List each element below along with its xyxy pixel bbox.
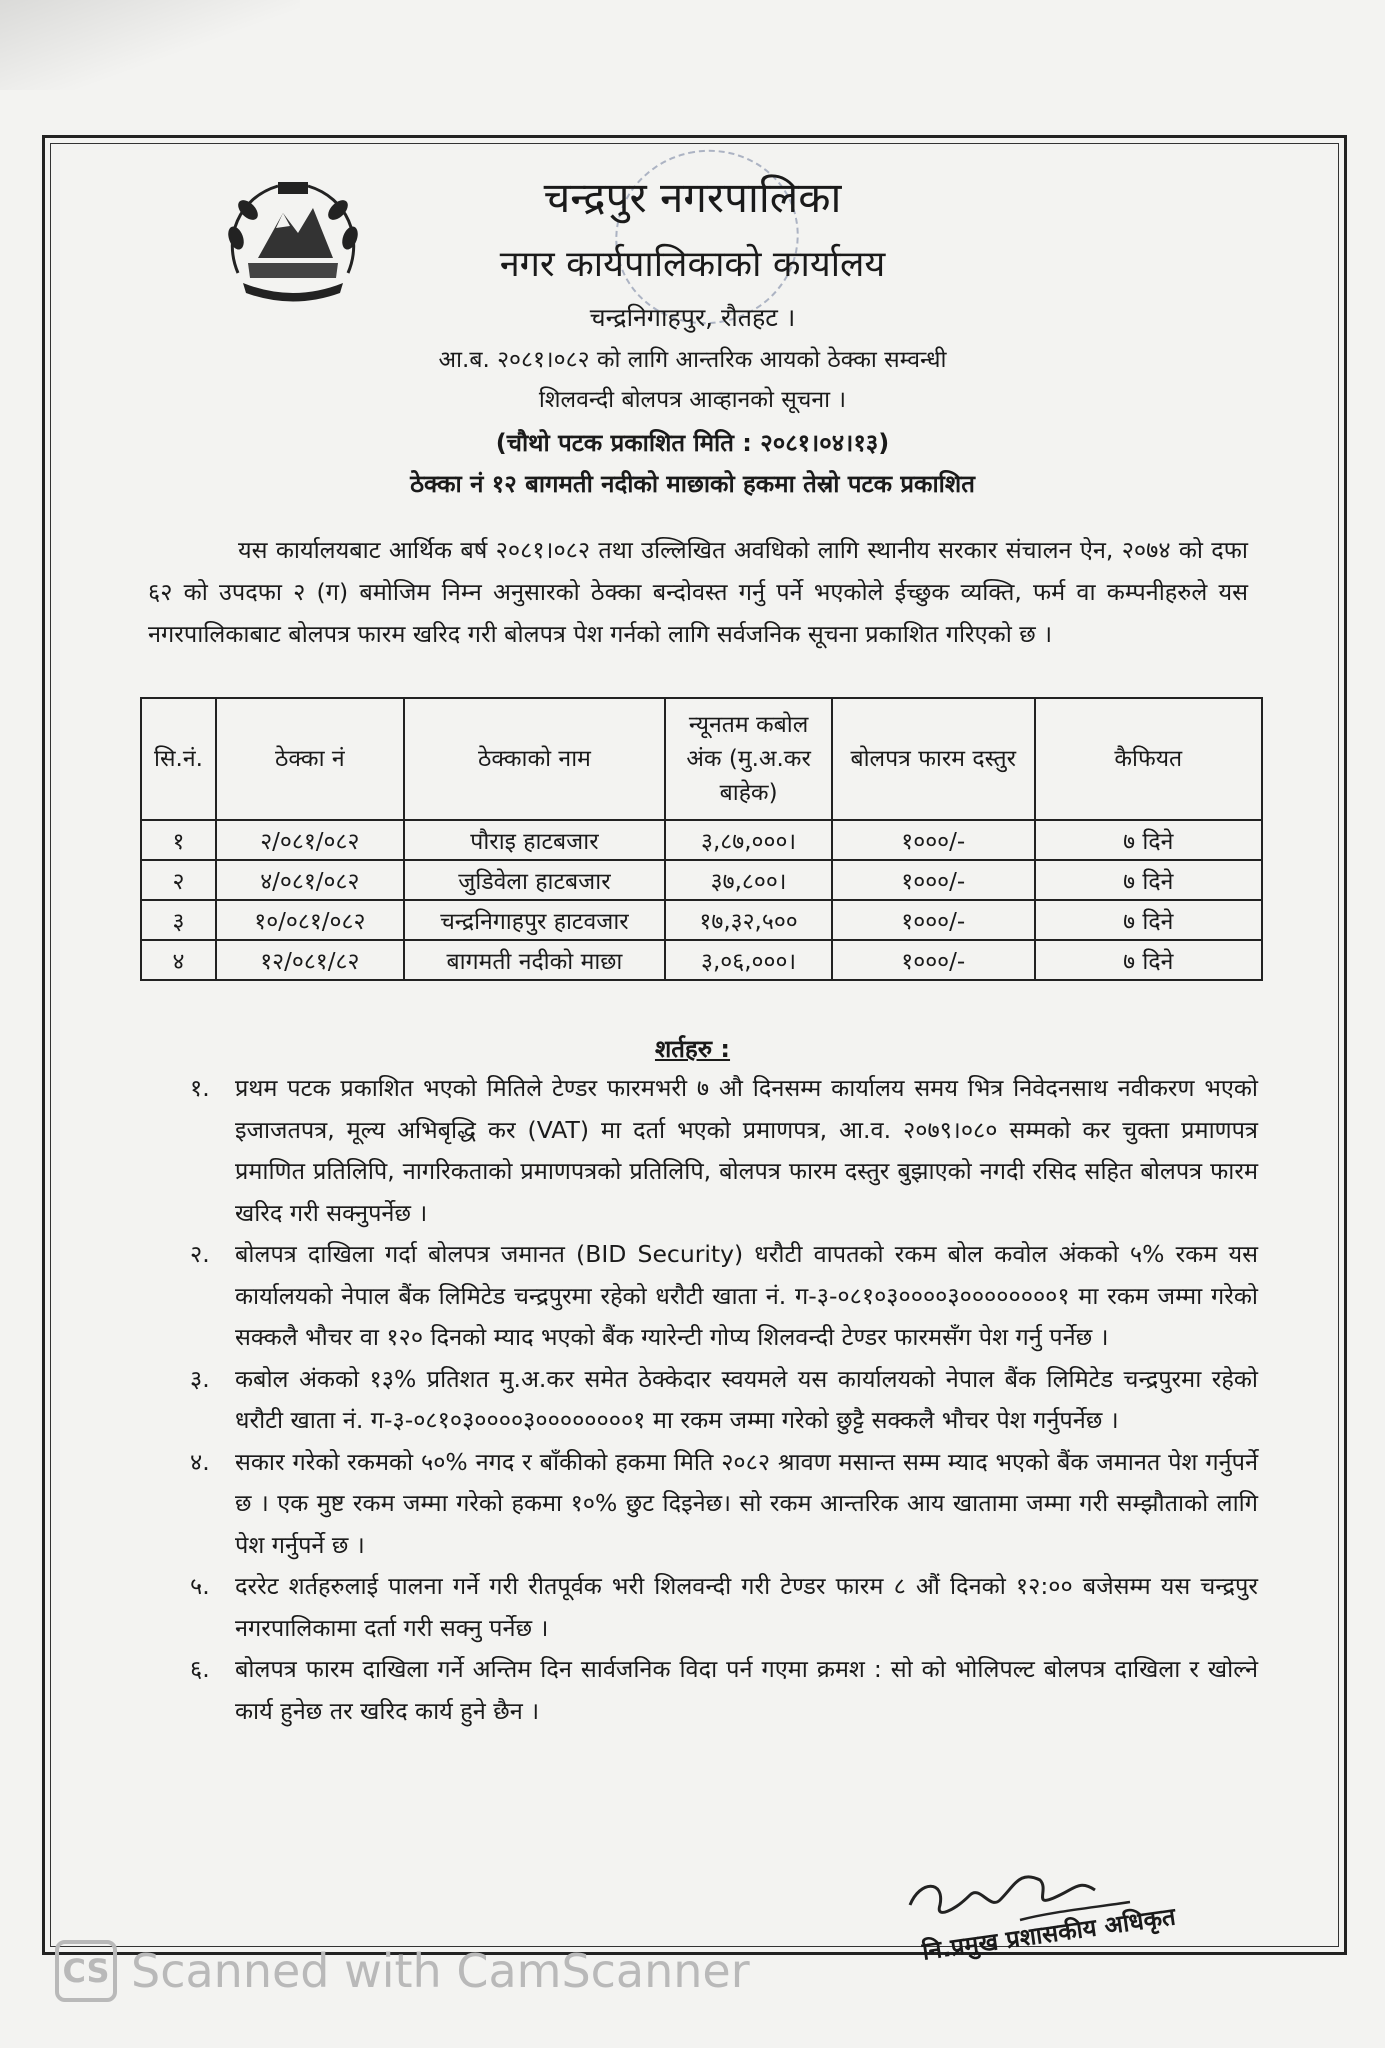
table-row	[141, 860, 1262, 900]
signatory-title: नि.प्रमुख प्रशासकीय अधिकृत	[920, 1902, 1178, 1966]
condition-item	[190, 1068, 1258, 1234]
condition-number: ४.	[190, 1447, 210, 1476]
table-header: ठेक्का नं	[216, 698, 404, 820]
condition-item	[190, 1234, 1258, 1359]
condition-item	[190, 1442, 1258, 1567]
table-cell: १०००/-	[832, 900, 1035, 940]
table-cell: ७ दिने	[1035, 900, 1262, 940]
condition-text: दररेट शर्तहरुलाई पालना गर्ने गरी रीतपूर्वक भरी शिलवन्दी गरी टेण्डर फारम ८ औं दिनको १२:०० बजेसम्म यस चन्द्रपुर नगरपालिकामा दर्ता गरी सक्नु पर्नेछ ।	[235, 1572, 1258, 1642]
condition-number: ५.	[190, 1572, 210, 1600]
camscanner-logo-icon: CS	[55, 1940, 117, 2002]
condition-number: १.	[190, 1074, 210, 1102]
condition-text: बोलपत्र दाखिला गर्दा बोलपत्र जमानत (BID Security) धरौटी वापतको रकम बोल कवोल अंकको ५% रकम यस कार्यालयको नेपाल बैंक लिमिटेड चन्द्रपुरमा रहेको धरौटी खाता नं. ग-३-०८१०३००००३००००००००१ मा रकम जम्मा गरेको सक्कलै भौचर वा १२० दिनको म्याद भएको बैंक ग्यारेन्टी गोप्य शिलवन्दी टेण्डर फारमसँग पेश गर्नु पर्नेछ ।	[235, 1240, 1258, 1351]
table-header: कैफियत	[1035, 698, 1262, 820]
condition-text: कबोल अंकको १३% प्रतिशत मु.अ.कर समेत ठेक्केदार स्वयमले यस कार्यालयको नेपाल बैंक लिमिटेड चन्द्रपुरमा रहेको धरौटी खाता नं. ग-३-०८१०३००००३००००००००१ मा रकम जम्मा गरेको छुट्टै सक्कलै भौचर पेश गर्नुपर्नेछ ।	[235, 1364, 1258, 1434]
condition-item	[190, 1359, 1258, 1442]
publish-date: (चौथो पटक प्रकाशित मिति : २०८१।०४।१३)	[495, 429, 890, 457]
table-cell: ७ दिने	[1035, 820, 1262, 860]
table-cell: पौराइ हाटबजार	[404, 820, 665, 860]
condition-item	[190, 1649, 1258, 1732]
table-header: सि.नं.	[141, 698, 216, 820]
table-row	[141, 820, 1262, 860]
publication-note: ठेक्का नं १२ बागमती नदीको माछाको हकमा तेस्रो पटक प्रकाशित	[410, 470, 975, 498]
table-cell: १०००/-	[832, 820, 1035, 860]
table-cell: चन्द्रनिगाहपुर हाटवजार	[404, 900, 665, 940]
table-cell: ४	[141, 940, 216, 980]
table-header: न्यूनतम कबोल अंक (मु.अ.कर बाहेक)	[665, 698, 832, 820]
table-row	[141, 900, 1262, 940]
table-cell: ३७,८००।	[665, 860, 832, 900]
conditions-heading: शर्तहरु :	[654, 1035, 731, 1063]
table-cell: २/०८१/०८२	[216, 820, 404, 860]
intro-paragraph: यस कार्यालयबाट आर्थिक बर्ष २०८१।०८२ तथा उल्लिखित अवधिको लागि स्थानीय सरकार संचालन ऐन, २०७४ को दफा ६२ को उपदफा २ (ग) बमोजिम निम्न अनुसारको ठेक्का बन्दोवस्त गर्नु पर्ने भएकोले ईच्छुक व्यक्ति, फर्म वा कम्पनीहरुले यस नगरपालिकाबाट बोलपत्र फारम खरिद गरी बोलपत्र पेश गर्नको लागि सर्वजनिक सूचना प्रकाशित गरिएको छ ।	[148, 535, 1248, 648]
table-cell: २	[141, 860, 216, 900]
table-header: बोलपत्र फारम दस्तुर	[832, 698, 1035, 820]
table-cell: १०००/-	[832, 940, 1035, 980]
office-address: चन्द्रनिगाहपुर, रौतहट ।	[589, 303, 796, 332]
table-cell: जुडिवेला हाटबजार	[404, 860, 665, 900]
table-cell: ७ दिने	[1035, 860, 1262, 900]
table-cell: बागमती नदीको माछा	[404, 940, 665, 980]
condition-text: सकार गरेको रकमको ५०% नगद र बाँकीको हकमा मिति २०८२ श्रावण मसान्त सम्म म्याद भएको बैंक जमानत पेश गर्नुपर्ने छ । एक मुष्ट रकम जम्मा गरेको हकमा १०% छुट दिइनेछ। सो रकम आन्तरिक आय खातामा जम्मा गरी सम्झौताको लागि पेश गर्नुपर्ने छ ।	[235, 1447, 1258, 1559]
condition-text: प्रथम पटक प्रकाशित भएको मितिले टेण्डर फारमभरी ७ औ दिनसम्म कार्यालय समय भित्र निवेदनसाथ नवीकरण भएको इजाजतपत्र, मूल्य अभिबृद्धि कर (VAT) मा दर्ता भएको प्रमाणपत्र, आ.व. २०७९।०८० सम्मको कर चुक्ता प्रमाणपत्र प्रमाणित प्रतिलिपि, नागरिकताको प्रमाणपत्रको प्रतिलिपि, बोलपत्र फारम दस्तुर बुझाएको नगदी रसिद सहित बोलपत्र फारम खरिद गरी सक्नुपर्नेछ ।	[235, 1074, 1258, 1227]
table-cell: ३,०६,०००।	[665, 940, 832, 980]
condition-number: २.	[190, 1240, 210, 1268]
conditions-list	[190, 1068, 1258, 1732]
contract-table	[140, 697, 1263, 981]
notice-subject-line1: आ.ब. २०८१।०८२ को लागि आन्तरिक आयको ठेक्का सम्वन्धी	[438, 347, 947, 373]
condition-number: ६.	[190, 1655, 210, 1683]
table-cell: ४/०८१/०८२	[216, 860, 404, 900]
condition-number: ३.	[190, 1364, 210, 1393]
watermark-text: Scanned with CamScanner	[131, 1944, 750, 1998]
municipality-name: चन्द्रपुर नगरपालिका	[543, 173, 842, 222]
table-cell: १०/०८१/०८२	[216, 900, 404, 940]
notice-subject-line2: शिलवन्दी बोलपत्र आव्हानको सूचना ।	[538, 387, 847, 413]
table-cell: १०००/-	[832, 860, 1035, 900]
table-cell: १७,३२,५००	[665, 900, 832, 940]
table-row	[141, 940, 1262, 980]
condition-item	[190, 1566, 1258, 1649]
paper-shadow	[0, 0, 300, 90]
table-cell: १२/०८१/८२	[216, 940, 404, 980]
table-cell: ३	[141, 900, 216, 940]
table-cell: १	[141, 820, 216, 860]
table-cell: ३,८७,०००।	[665, 820, 832, 860]
table-header-row	[141, 698, 1262, 820]
condition-text: बोलपत्र फारम दाखिला गर्ने अन्तिम दिन सार्वजनिक विदा पर्न गएमा क्रमश : सो को भोलिपल्ट बोलपत्र दाखिला र खोल्ने कार्य हुनेछ तर खरिद कार्य हुने छैन ।	[235, 1655, 1258, 1725]
table-cell: ७ दिने	[1035, 940, 1262, 980]
table-header: ठेक्काको नाम	[404, 698, 665, 820]
office-name: नगर कार्यपालिकाको कार्यालय	[499, 244, 886, 285]
camscanner-watermark	[55, 1940, 750, 2002]
